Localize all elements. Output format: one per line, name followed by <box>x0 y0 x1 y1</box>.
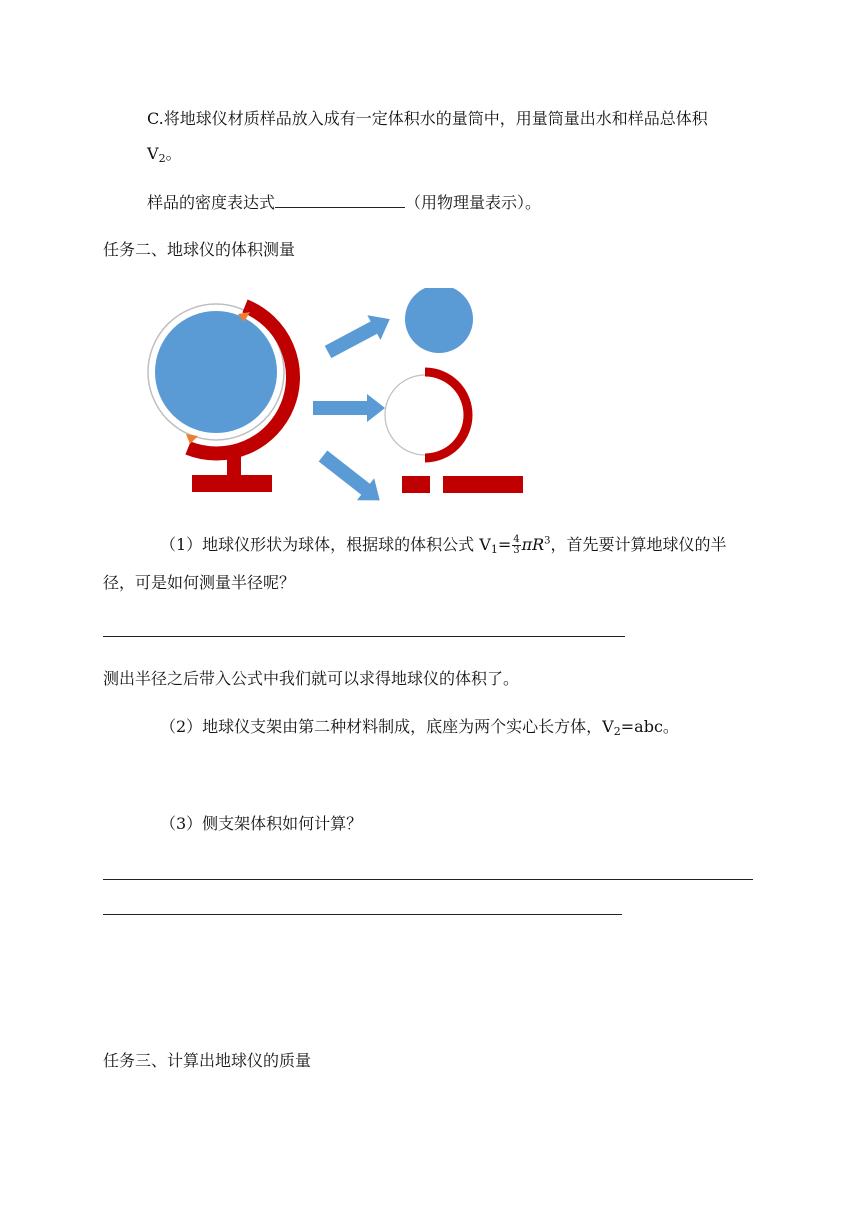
q1-line2: 径，可是如何测量半径呢？ <box>103 573 296 592</box>
q1-answer-line[interactable] <box>103 636 625 637</box>
step-c-line1 <box>147 111 708 127</box>
task2-title: 任务二、地球仪的体积测量 <box>103 240 296 259</box>
separated-side-arc <box>425 372 468 458</box>
step-c-line2: $V_2$。 <box>147 144 182 165</box>
density-line <box>147 193 541 211</box>
q2-line: （2）地球仪支架由第二种材料制成，底座为两个实心长方体，$V_2=abc$。 <box>160 717 679 738</box>
task3-title: 任务三、计算出地球仪的质量 <box>103 1051 312 1070</box>
q1-line1: （1）地球仪形状为球体，根据球的体积公式 $V_1=$ $\frac{4}{3}$ $\pi R^3$，首先要计算地球仪的半 <box>160 534 727 556</box>
volume-fraction: $\frac{4}{3}$ <box>513 534 520 556</box>
arrow-right-icon <box>313 394 385 422</box>
after-radius-text: 测出半径之后带入公式中我们就可以求得地球仪的体积了。 <box>103 669 520 688</box>
separated-sphere <box>405 288 473 353</box>
step-c-text: C.将地球仪材质样品放入成有一定体积水的量筒中，用量筒量出水和样品总体积 <box>147 109 708 128</box>
q3-line: （3）侧支架体积如何计算？ <box>160 814 363 833</box>
q3-answer-line-1[interactable] <box>103 879 753 880</box>
density-answer-blank[interactable] <box>275 193 405 208</box>
separated-base <box>443 476 523 493</box>
globe-disassembly-figure <box>140 288 540 508</box>
density-prefix: 样品的密度表达式 <box>147 193 276 212</box>
separated-stem <box>402 476 430 493</box>
stand-stem <box>227 451 241 475</box>
arrow-downright-icon <box>314 445 388 508</box>
globe-sphere <box>155 311 277 433</box>
arrow-upright-icon <box>321 307 396 365</box>
density-suffix: （用物理量表示）。 <box>405 193 542 212</box>
stand-base <box>192 475 272 492</box>
q3-answer-line-2[interactable] <box>103 914 622 915</box>
